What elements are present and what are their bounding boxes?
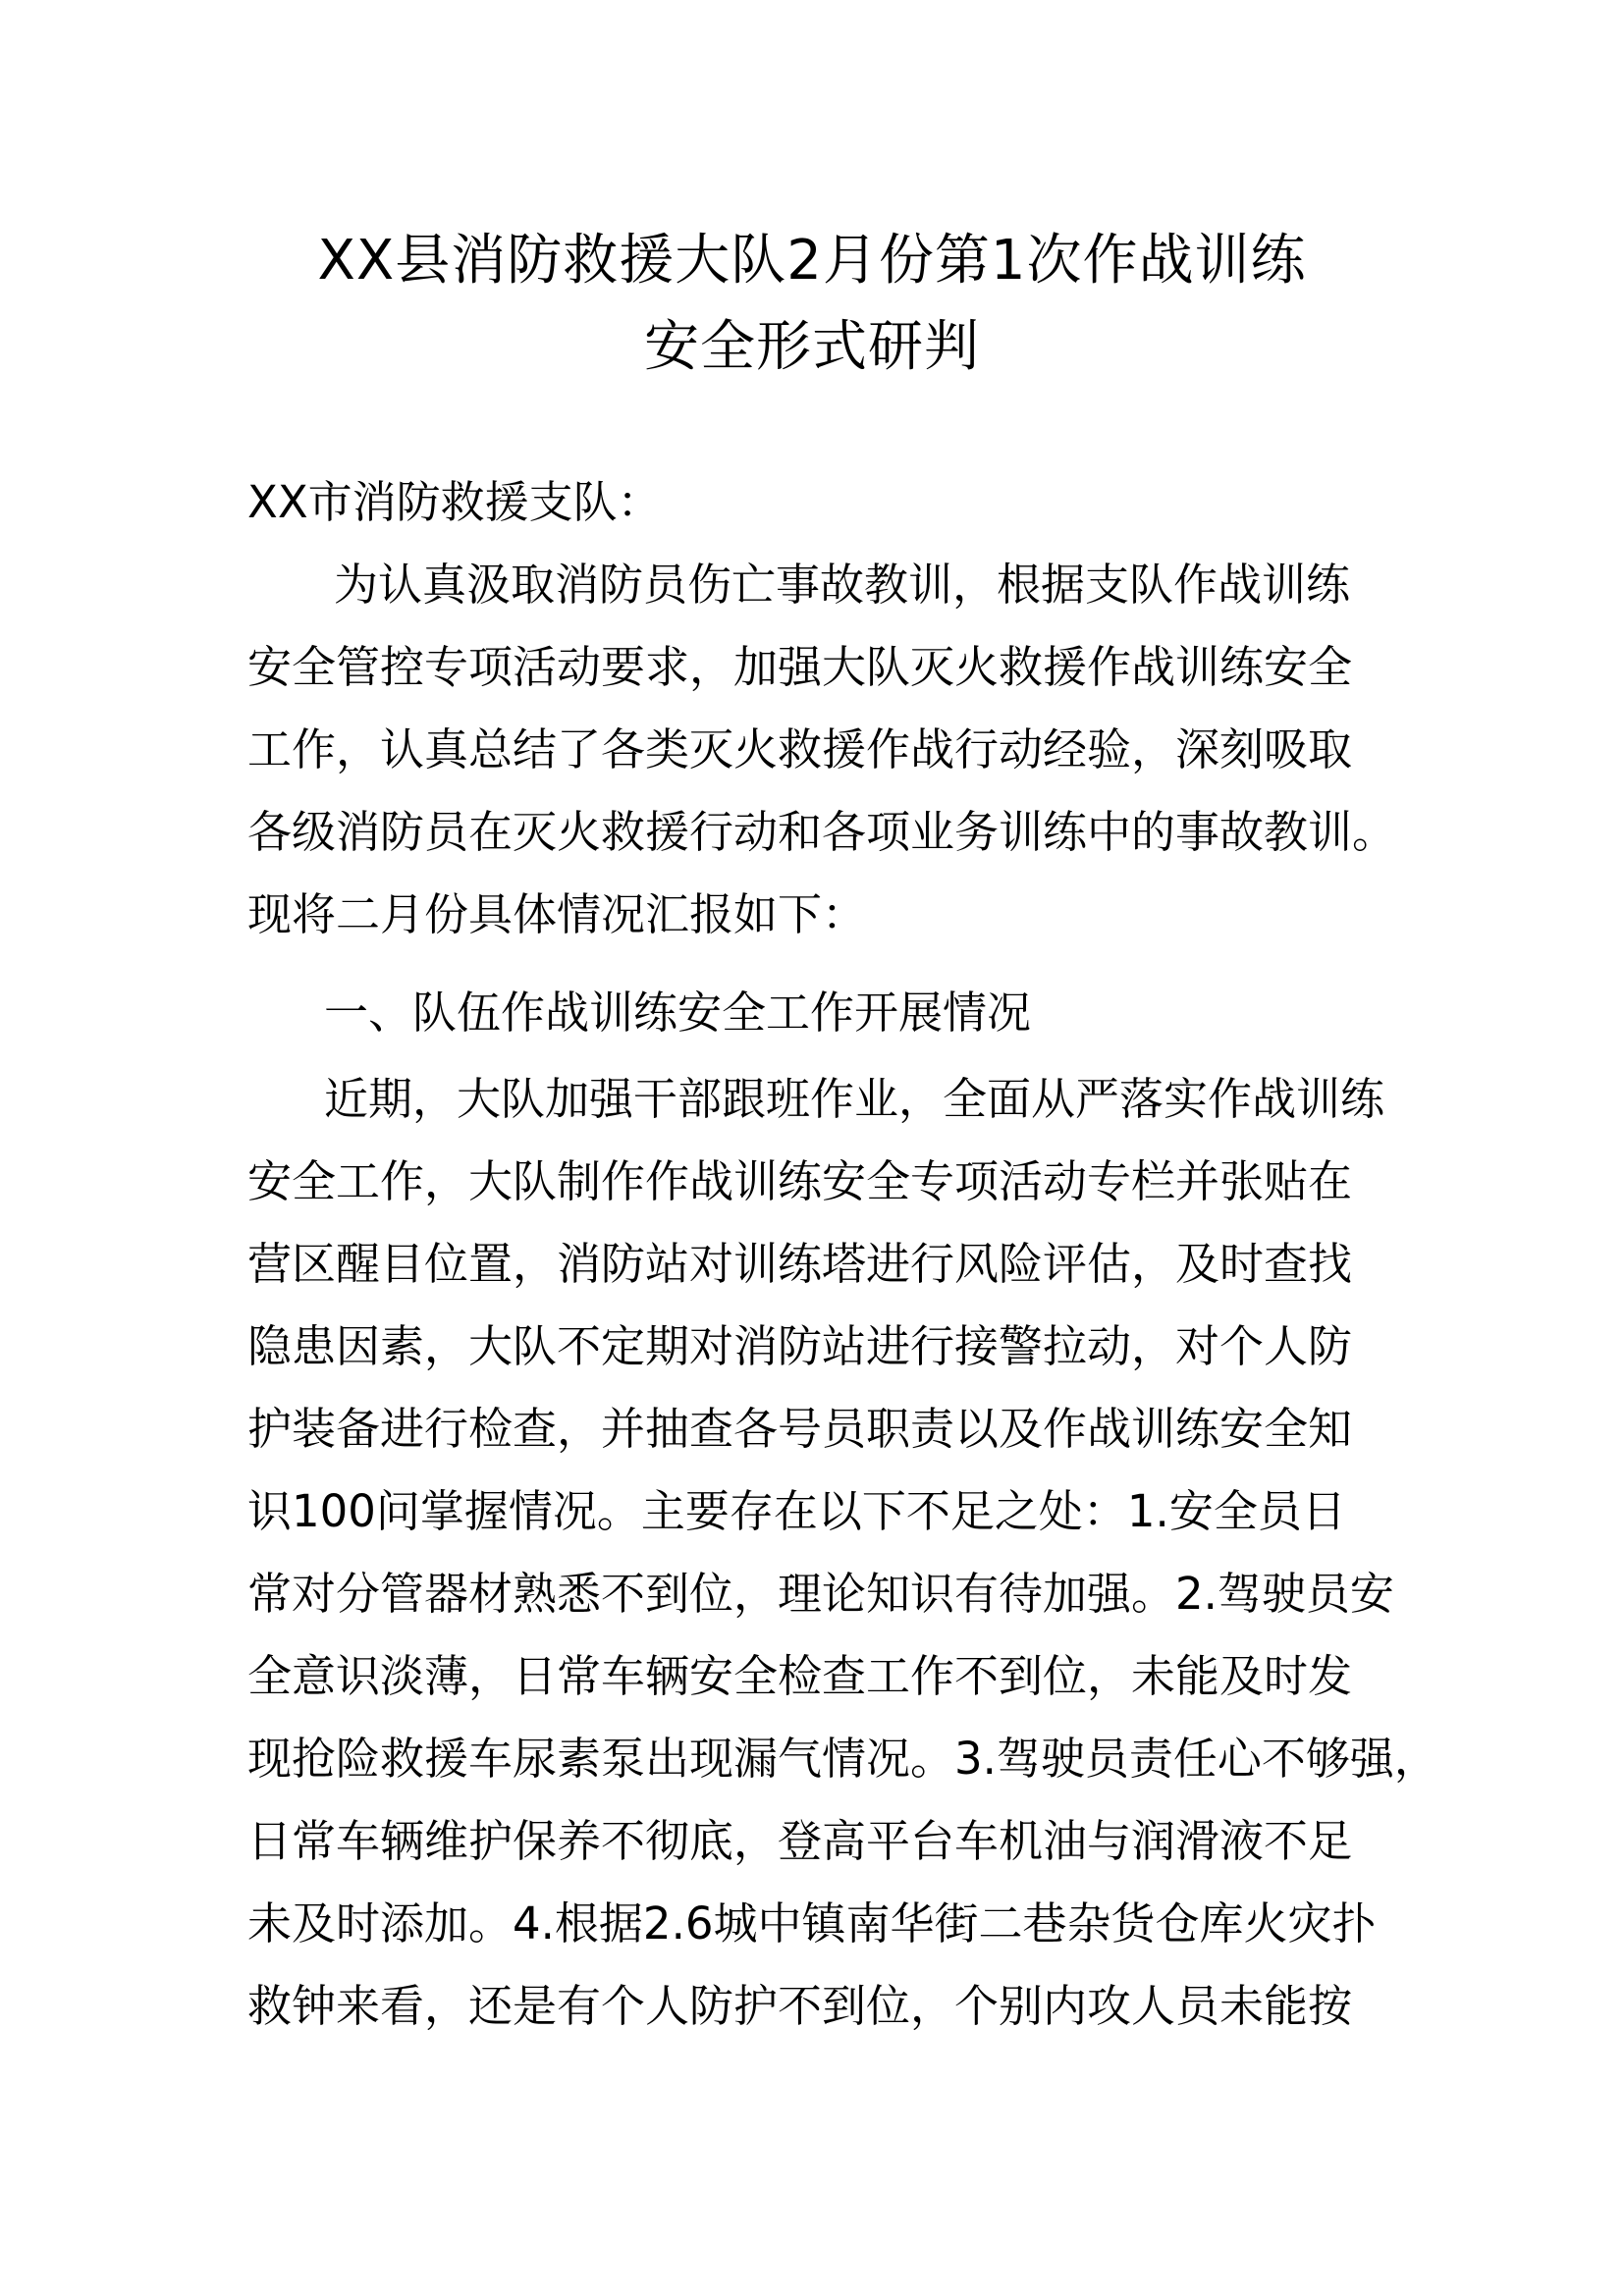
body-line: 现抢险救援车尿素泵出现漏气情况。3.驾驶员责任心不够强， <box>247 1733 1438 1785</box>
body-line: 护装备进行检查，并抽查各号员职责以及作战训练安全知 <box>247 1403 1353 1455</box>
recipient-line: XX市消防救援支队： <box>247 476 662 528</box>
intro-line: 为认真汲取消防员伤亡事故教训，根据支队作战训练 <box>334 559 1351 611</box>
intro-line: 现将二月份具体情况汇报如下： <box>247 888 867 940</box>
body-line: 常对分管器材熟悉不到位，理论知识有待加强。2.驾驶员安 <box>247 1568 1394 1620</box>
section-heading: 一、队伍作战训练安全工作开展情况 <box>324 987 1032 1039</box>
body-line: 全意识淡薄，日常车辆安全检查工作不到位，未能及时发 <box>247 1650 1353 1702</box>
body-line: 救钟来看，还是有个人防护不到位，个别内攻人员未能按 <box>247 1980 1353 2032</box>
document-title-line-1: XX县消防救援大队2月份第1次作战训练 <box>317 229 1307 293</box>
body-line: 识100问掌握情况。主要存在以下不足之处：1.安全员日 <box>247 1485 1346 1537</box>
document-title-line-2: 安全形式研判 <box>644 315 980 379</box>
body-line: 安全工作，大队制作作战训练安全专项活动专栏并张贴在 <box>247 1155 1353 1207</box>
intro-line: 各级消防员在灭火救援行动和各项业务训练中的事故教训。 <box>247 806 1397 858</box>
body-line: 营区醒目位置，消防站对训练塔进行风险评估，及时查找 <box>247 1238 1353 1290</box>
body-line: 未及时添加。4.根据2.6城中镇南华街二巷杂货仓库火灾扑 <box>247 1897 1377 1949</box>
body-line: 日常车辆维护保养不彻底，登高平台车机油与润滑液不足 <box>247 1815 1353 1867</box>
body-line: 近期，大队加强干部跟班作业，全面从严落实作战训练 <box>324 1073 1385 1125</box>
intro-line: 工作，认真总结了各类灭火救援作战行动经验，深刻吸取 <box>247 723 1353 775</box>
body-line: 隐患因素，大队不定期对消防站进行接警拉动，对个人防 <box>247 1320 1353 1372</box>
intro-line: 安全管控专项活动要求，加强大队灭火救援作战训练安全 <box>247 641 1353 693</box>
